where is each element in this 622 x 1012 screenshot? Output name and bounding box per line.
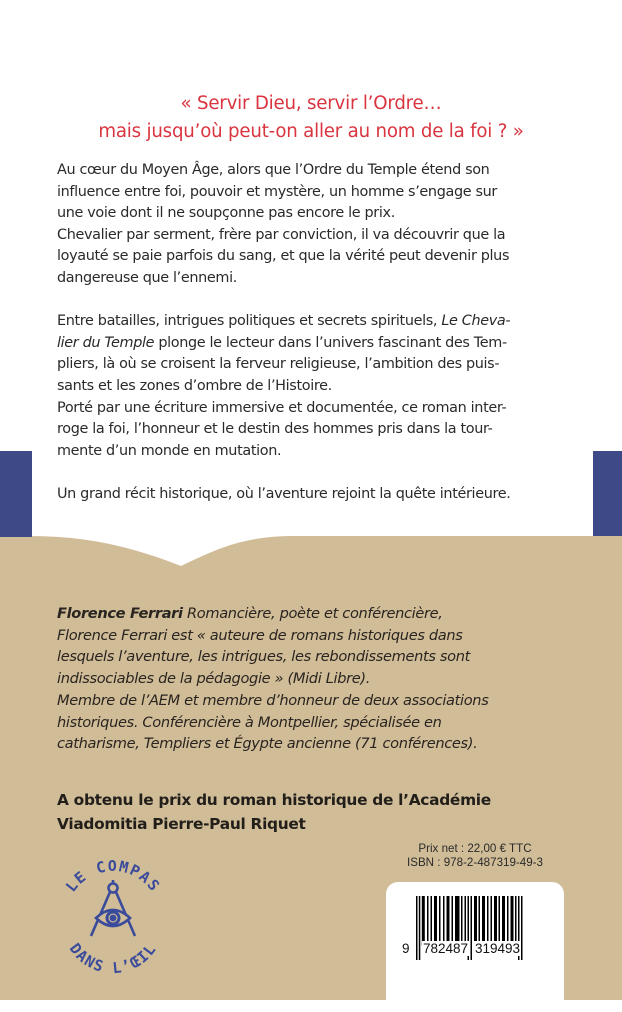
logo-top-text: LE COMPAS (62, 857, 164, 896)
barcode-first-digit: 9 (402, 941, 410, 956)
left-blue-tab (0, 451, 32, 537)
quote-line-2: mais jusqu’où peut-on aller au nom de la foi ? » (98, 121, 524, 142)
isbn-text: ISBN : 978-2-487319-49-3 (407, 856, 543, 869)
synopsis-line: Chevalier par serment, frère par conviction, il va découvrir que la (57, 226, 506, 243)
compass-eye-icon (91, 880, 135, 936)
bio-line: lesquels l’aventure, les intrigues, les rebondissements sont (57, 648, 470, 666)
award-statement (57, 788, 491, 836)
synopsis-line: Porté par une écriture immersive et documentée, ce roman inter- (57, 399, 507, 416)
synopsis-line: sants et les zones d’ombre de l’Histoire. (57, 377, 332, 394)
right-blue-tab (593, 451, 622, 536)
bio-line: historiques. Conférencière à Montpellier, spécialisée en (57, 713, 442, 731)
synopsis-line: pliers, là où se croisent la ferveur religieuse, l’ambition des puis- (57, 356, 500, 373)
bio-text: Romancière, poète et conférencière, (182, 605, 443, 622)
synopsis-line: loyauté se paie parfois du sang, et que la vérité peut devenir plus (57, 248, 510, 265)
price-isbn-block (385, 842, 565, 870)
book-title-italic: Le Cheva- (441, 313, 511, 330)
price-text: Prix net : 22,00 € TTC (418, 842, 532, 855)
synopsis-line: roge la foi, l’honneur et le destin des hommes pris dans la tour- (57, 421, 493, 438)
quote-line-1: « Servir Dieu, servir l’Ordre… (180, 93, 442, 114)
bio-line: Membre de l’AEM et membre d’honneur de deux associations (57, 691, 489, 709)
synopsis-closing-line: Un grand récit historique, où l’aventure rejoint la quête intérieure. (57, 485, 511, 502)
synopsis-line: influence entre foi, pouvoir et mystère, un homme s’engage sur (57, 183, 497, 200)
publisher-logo (48, 850, 178, 980)
synopsis-line: Au cœur du Moyen Âge, alors que l’Ordre du Temple étend son (57, 162, 490, 178)
synopsis-line: une voie dont il ne soupçonne pas encore le prix. (57, 205, 395, 222)
award-line-1: A obtenu le prix du roman historique de l’Académie (57, 791, 491, 809)
award-line-2: Viadomitia Pierre-Paul Riquet (57, 815, 306, 833)
tagline-quote (0, 90, 622, 146)
barcode-panel (386, 882, 564, 1012)
author-name: Florence Ferrari (57, 605, 183, 622)
barcode-left-group: 782487 (423, 941, 469, 956)
bio-line: indissociables de la pédagogie » (Midi Libre). (57, 670, 371, 688)
synopsis-line: dangereuse que l’ennemi. (57, 269, 237, 286)
logo-bottom-text: DANS L’ŒIL (65, 939, 161, 978)
synopsis (57, 160, 577, 506)
synopsis-text: Entre batailles, intrigues politiques et secrets spirituels, (57, 313, 442, 330)
svg-text:LE COMPAS (62, 857, 164, 895)
svg-text:DANS L’ŒIL (66, 940, 161, 977)
synopsis-line: mente d’un monde en mutation. (57, 442, 282, 459)
bio-line: catharisme, Templiers et Égypte ancienne (71 conférences). (57, 735, 478, 753)
bio-line: Florence Ferrari est « auteure de romans historiques dans (57, 626, 463, 644)
book-title-italic: lier du Temple (57, 334, 155, 351)
bio-line (57, 603, 587, 625)
barcode-right-group: 319493 (475, 941, 521, 956)
synopsis-line (57, 311, 577, 333)
author-bio (57, 603, 587, 755)
synopsis-text: plonge le lecteur dans l’univers fascinant des Tem- (154, 334, 507, 351)
synopsis-line (57, 333, 577, 355)
